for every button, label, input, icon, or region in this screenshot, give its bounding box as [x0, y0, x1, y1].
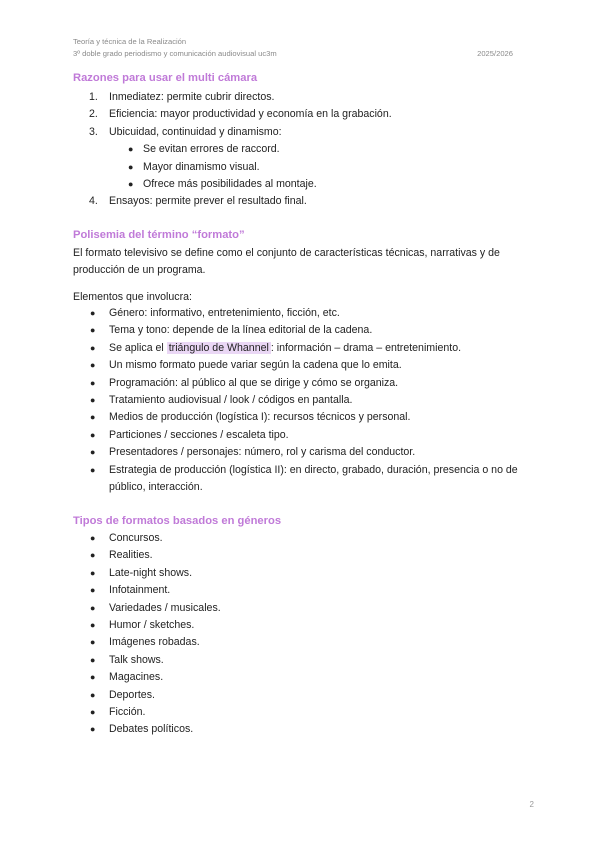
- bullet-icon: ●: [90, 567, 96, 578]
- list-item: [73, 687, 533, 704]
- page-number: 2: [529, 800, 534, 809]
- section-tipos-title: Tipos de formatos basados en géneros: [73, 515, 282, 527]
- bullet-icon: ●: [90, 637, 96, 648]
- list-item: [73, 444, 533, 461]
- bullet-icon: ●: [90, 412, 96, 423]
- bullet-icon: ●: [90, 377, 96, 388]
- list-item: [73, 462, 533, 497]
- list-item-text: Deportes.: [109, 688, 155, 701]
- list-number: 4.: [89, 195, 98, 208]
- academic-year: 2025/2026: [477, 49, 513, 58]
- list-item: [73, 721, 533, 738]
- bullet-icon: ●: [90, 360, 96, 371]
- list-item: [73, 547, 533, 564]
- bullet-icon: ●: [90, 620, 96, 631]
- list-item-text: Realities.: [109, 549, 153, 562]
- bullet-icon: ●: [90, 689, 96, 700]
- list-item: [73, 617, 533, 634]
- formato-definition: El formato televisivo se define como el conjunto de características técnicas, narrativas y de producción de un programa.: [73, 247, 500, 277]
- list-item-text: Particiones / secciones / escaleta tipo.: [109, 428, 289, 441]
- list-item: [73, 392, 533, 409]
- list-item: [73, 124, 533, 141]
- list-item-text: Talk shows.: [109, 653, 164, 666]
- list-item-text: : información – drama – entretenimiento.: [270, 341, 462, 354]
- list-item-text: Tema y tono: depende de la línea editorial de la cadena.: [109, 324, 373, 337]
- list-item: [73, 565, 533, 582]
- elements-intro: Elementos que involucra:: [73, 291, 192, 303]
- list-item: [73, 427, 533, 444]
- list-item: [73, 669, 533, 686]
- list-item-text: Magacines.: [109, 671, 164, 684]
- list-item-text: Mayor dinamismo visual.: [143, 160, 260, 173]
- page-header: [73, 36, 513, 60]
- multicamera-list: [73, 89, 533, 211]
- list-item-text: Ensayos: permite prever el resultado final.: [109, 195, 307, 208]
- list-item-text: Tratamiento audiovisual / look / códigos en pantalla.: [109, 394, 353, 407]
- bullet-icon: ●: [90, 342, 96, 353]
- list-item-text: Ofrece más posibilidades al montaje.: [143, 178, 317, 191]
- bullet-icon: ●: [90, 395, 96, 406]
- list-item-text: Programación: al público al que se dirige y cómo se organiza.: [109, 376, 399, 389]
- list-item: [73, 634, 533, 651]
- bullet-icon: ●: [90, 550, 96, 561]
- list-item-text: Inmediatez: permite cubrir directos.: [109, 91, 275, 103]
- bullet-icon: ●: [128, 144, 134, 155]
- list-item-text: Se aplica el: [109, 341, 167, 354]
- section-multicamera-title: Razones para usar el multi cámara: [73, 72, 258, 84]
- bullet-icon: ●: [90, 602, 96, 613]
- list-item: [73, 704, 533, 721]
- bullet-icon: ●: [90, 654, 96, 665]
- list-number: 3.: [89, 125, 98, 138]
- bullet-icon: ●: [128, 161, 134, 172]
- bullet-icon: ●: [90, 585, 96, 596]
- highlighted-term: triángulo de Whannel: [168, 341, 269, 354]
- bullet-icon: ●: [90, 308, 96, 318]
- sub-list-item: [73, 176, 533, 193]
- list-item-text: Concursos.: [109, 532, 163, 544]
- list-item: [73, 193, 533, 210]
- bullet-icon: ●: [90, 447, 96, 458]
- bullet-icon: ●: [90, 429, 96, 440]
- bullet-icon: ●: [90, 672, 96, 683]
- bullet-icon: ●: [90, 707, 96, 718]
- list-item: [73, 340, 533, 357]
- list-item-text: Se evitan errores de raccord.: [143, 143, 280, 156]
- bullet-icon: ●: [90, 464, 96, 475]
- sub-list-item: [73, 141, 533, 158]
- list-item: [73, 357, 533, 374]
- list-item-text: Humor / sketches.: [109, 619, 195, 632]
- list-number: 1.: [89, 91, 98, 103]
- list-item-text: Eficiencia: mayor productividad y economía en la grabación.: [109, 108, 392, 121]
- list-item-text: Variedades / musicales.: [109, 601, 221, 614]
- elements-list: [73, 305, 533, 496]
- list-item-text: Debates políticos.: [109, 723, 194, 736]
- list-item: [73, 305, 533, 322]
- list-item-text: Presentadores / personajes: número, rol y carisma del conductor.: [109, 446, 416, 459]
- list-item: [73, 409, 533, 426]
- list-item-text: Imágenes robadas.: [109, 636, 200, 649]
- list-item: [73, 375, 533, 392]
- list-item: [73, 652, 533, 669]
- list-item-text: Medios de producción (logística I): recursos técnicos y personal.: [109, 411, 411, 424]
- bullet-icon: ●: [90, 724, 96, 735]
- list-item: [73, 89, 533, 106]
- bullet-icon: ●: [128, 179, 134, 190]
- list-item-text: Late-night shows.: [109, 566, 193, 579]
- list-item-text: Estrategia de producción (logística II): en directo, grabado, duración, presencia o no de público, interacción.: [109, 463, 518, 494]
- list-item-text: Infotainment.: [109, 584, 171, 597]
- section-formato-title: Polisemia del término “formato”: [73, 229, 245, 241]
- tipos-list: [73, 530, 533, 739]
- list-item-text: Un mismo formato puede variar según la cadena que lo emita.: [109, 359, 402, 372]
- sub-list-item: [73, 159, 533, 176]
- list-item-text: Ficción.: [109, 706, 146, 719]
- list-number: 2.: [89, 108, 98, 121]
- list-item: [73, 582, 533, 599]
- list-item-text: Género: informativo, entretenimiento, ficción, etc.: [109, 307, 340, 319]
- list-item: [73, 600, 533, 617]
- list-item: [73, 322, 533, 339]
- degree-label: 3º doble grado periodismo y comunicación audiovisual uc3m: [73, 49, 277, 58]
- bullet-icon: ●: [90, 325, 96, 336]
- list-item-text: Ubicuidad, continuidad y dinamismo:: [109, 125, 282, 138]
- list-item: [73, 530, 533, 547]
- course-title: Teoría y técnica de la Realización: [73, 37, 187, 46]
- bullet-icon: ●: [90, 533, 96, 543]
- list-item: [73, 106, 533, 123]
